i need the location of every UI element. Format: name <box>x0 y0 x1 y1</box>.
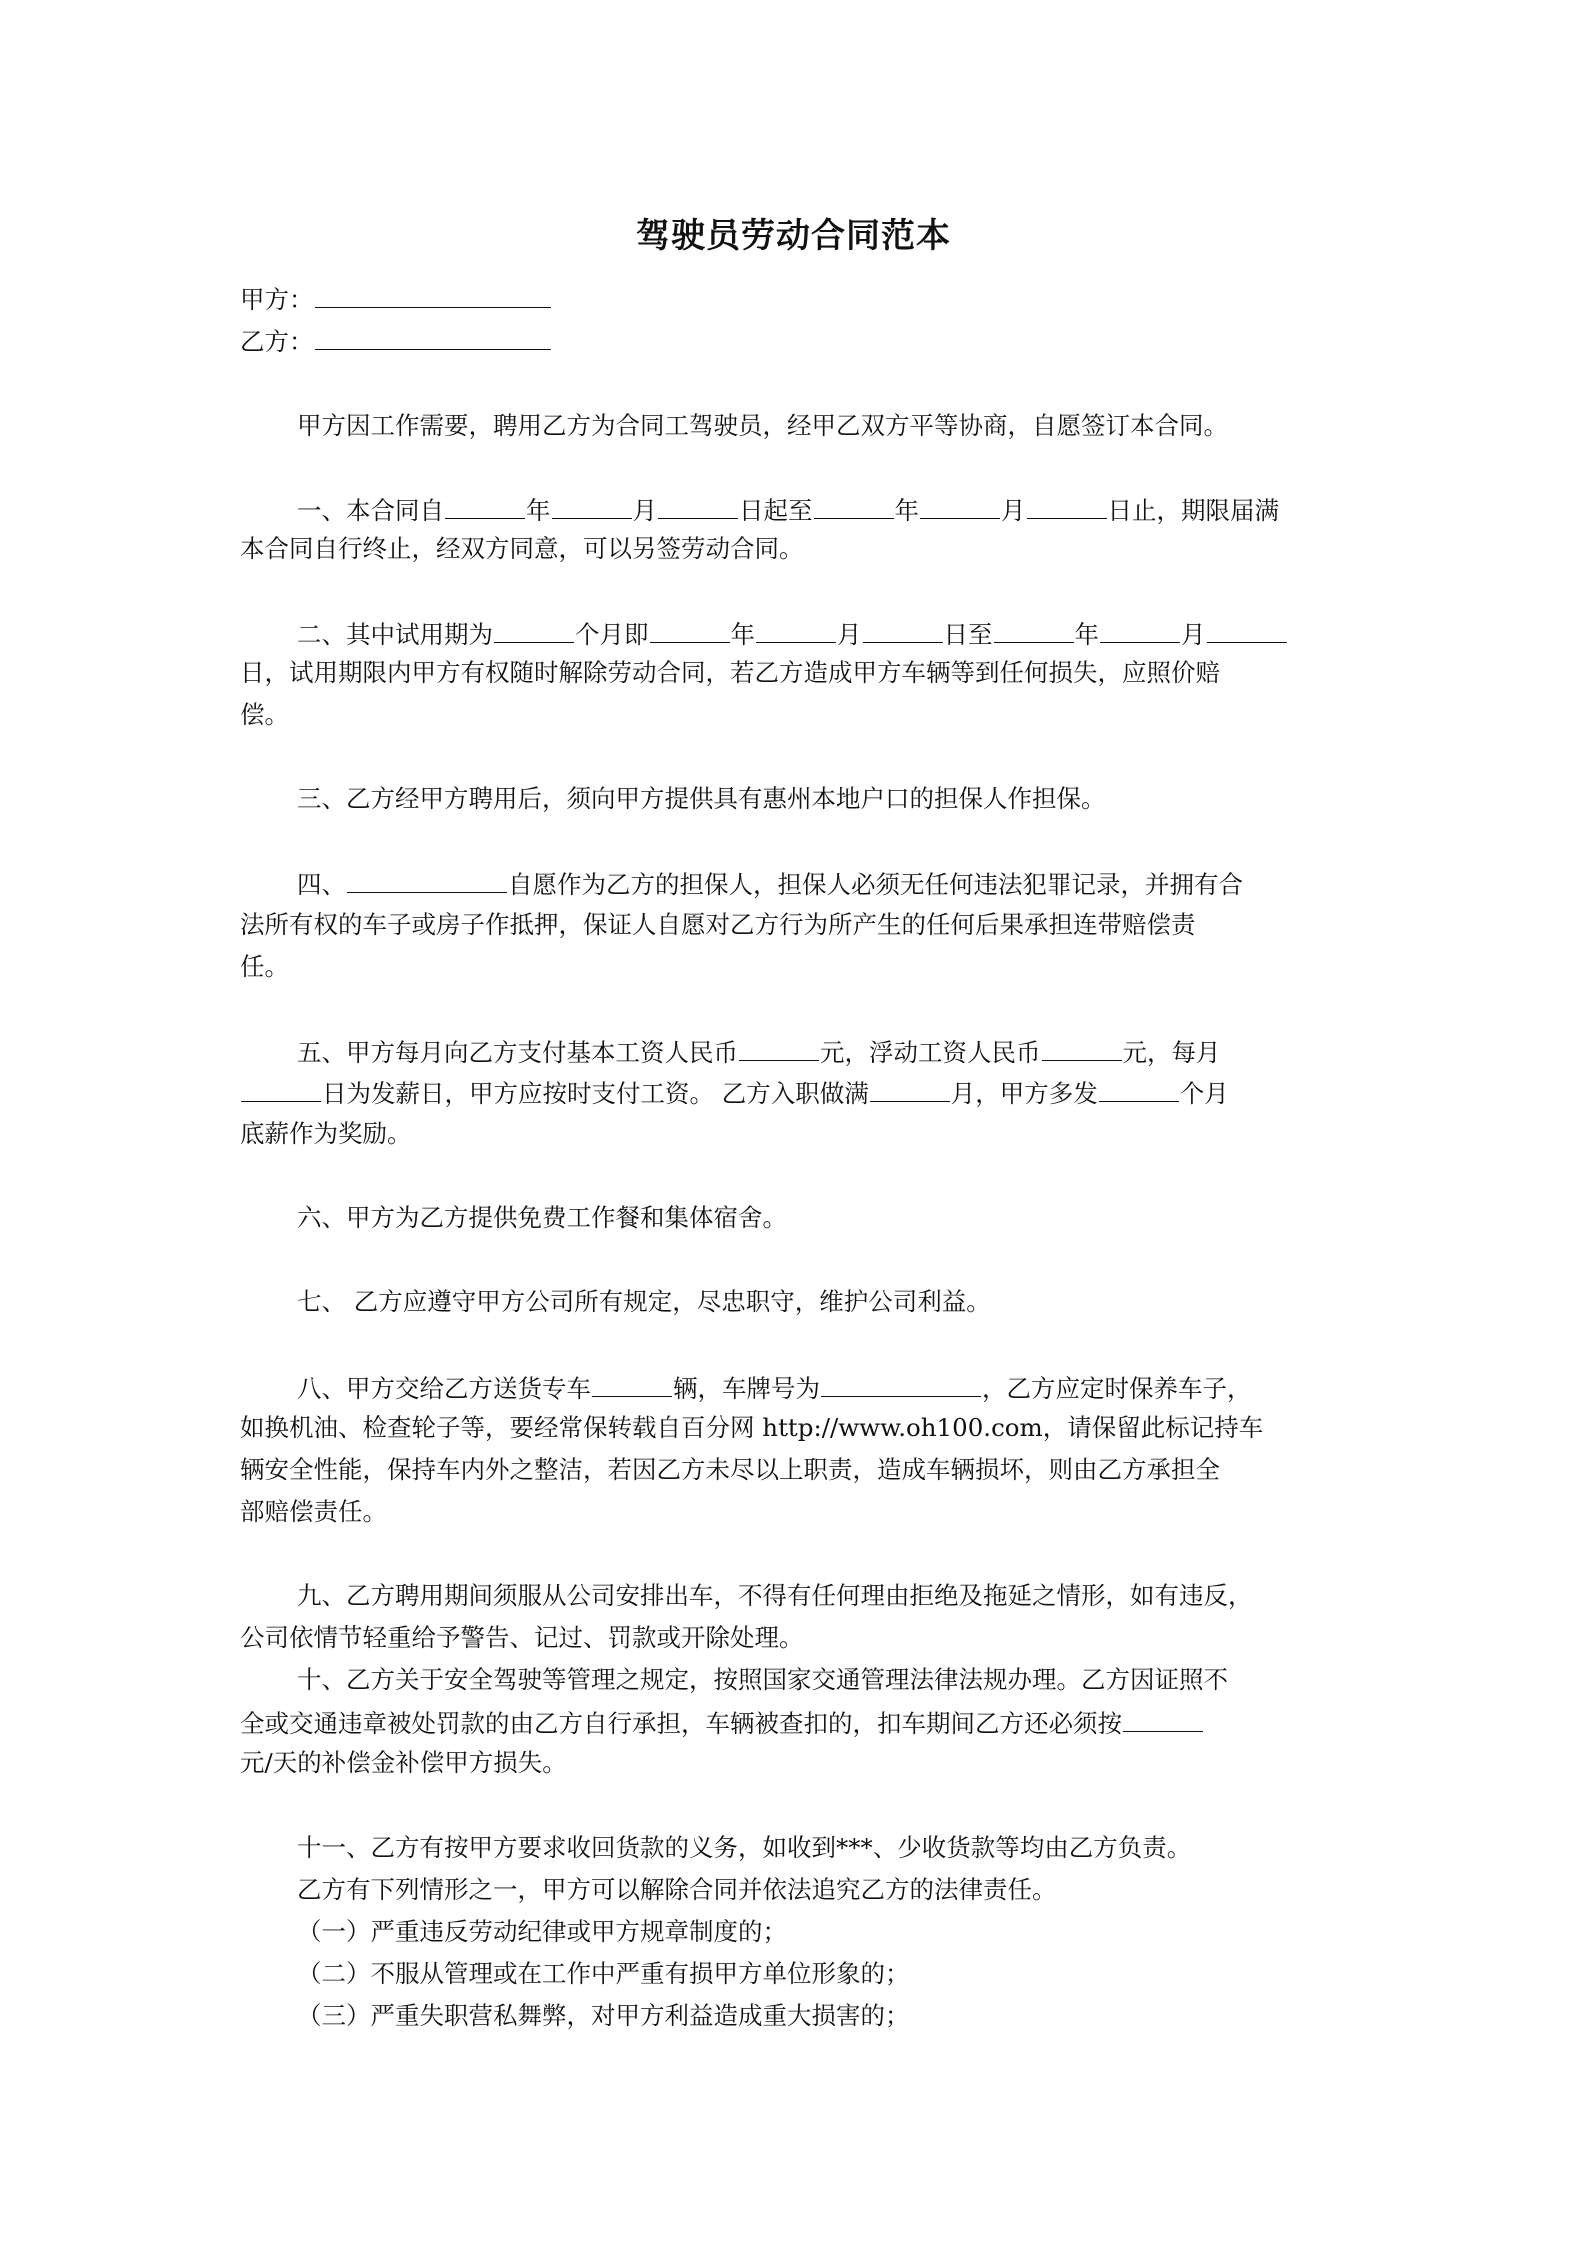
clause-1-line-1 <box>297 494 1279 526</box>
clause-8-line-3: 辆安全性能，保持车内外之整洁，若因乙方未尽以上职责，造成车辆损坏，则由乙方承担全 <box>240 1455 1220 1484</box>
clause-1-text: 日止，期限届满 <box>1107 496 1279 525</box>
blank <box>650 618 730 643</box>
party-b-blank <box>315 325 551 350</box>
clause-8-text: ，乙方应定时保养车子， <box>982 1374 1252 1403</box>
clause-2-line-1 <box>297 618 1288 650</box>
clause-1-text: 月 <box>1001 496 1026 525</box>
clause-2-text: 日至 <box>943 620 993 649</box>
clause-9-line-2: 公司依情节轻重给予警告、记过、罚款或开除处理。 <box>240 1623 804 1652</box>
blank <box>814 494 894 519</box>
clause-5-text: 五、甲方每月向乙方支付基本工资人民币 <box>297 1038 738 1067</box>
termination-item: （一）严重违反劳动纪律或甲方规章制度的； <box>297 1917 787 1946</box>
clause-2-line-2: 日，试用期限内甲方有权随时解除劳动合同，若乙方造成甲方车辆等到任何损失，应照价赔 <box>240 658 1220 687</box>
blank <box>658 494 738 519</box>
party-b-line <box>240 325 552 357</box>
blank <box>863 618 943 643</box>
clause-1-text: 年 <box>526 496 551 525</box>
guarantor-blank <box>347 868 507 893</box>
clause-8-line-1 <box>297 1372 1252 1404</box>
blank <box>1100 618 1180 643</box>
clause-5-text: 个月 <box>1179 1079 1229 1108</box>
termination-intro: 乙方有下列情形之一，甲方可以解除合同并依法追究乙方的法律责任。 <box>297 1875 1057 1904</box>
clause-6: 六、甲方为乙方提供免费工作餐和集体宿舍。 <box>297 1203 787 1232</box>
clause-8-text: 八、甲方交给乙方送货专车 <box>297 1374 591 1403</box>
clause-4-line-3: 任。 <box>240 952 289 981</box>
clause-1-text: 月 <box>632 496 657 525</box>
clause-1-line-2: 本合同自行终止，经双方同意，可以另签劳动合同。 <box>240 534 804 563</box>
clause-2-text: 个月即 <box>575 620 649 649</box>
clause-8-text: 辆，车牌号为 <box>673 1374 820 1403</box>
clause-2-line-3: 偿。 <box>240 700 289 729</box>
blank <box>241 1077 321 1102</box>
clause-10-text: 全或交通违章被处罚款的由乙方自行承担，车辆被查扣的，扣车期间乙方还必须按 <box>240 1709 1122 1738</box>
plate-number-blank <box>821 1372 981 1397</box>
blank <box>1042 1036 1122 1061</box>
clause-2-text: 月 <box>837 620 862 649</box>
clause-1-text: 日起至 <box>739 496 813 525</box>
clause-4-text: 自愿作为乙方的担保人，担保人必须无任何违法犯罪记录，并拥有合 <box>508 870 1243 899</box>
clause-2-text: 年 <box>1074 620 1099 649</box>
clause-5-text: 元，每月 <box>1122 1038 1221 1067</box>
blank <box>552 494 632 519</box>
blank <box>739 1036 819 1061</box>
clause-10-line-1: 十、乙方关于安全驾驶等管理之规定，按照国家交通管理法律法规办理。乙方因证照不 <box>297 1665 1228 1694</box>
blank <box>592 1372 672 1397</box>
clause-5-line-1 <box>297 1036 1221 1068</box>
blank <box>1207 618 1287 643</box>
clause-4-text: 四、 <box>297 870 346 899</box>
blank <box>1123 1707 1203 1732</box>
clause-8-line-4: 部赔偿责任。 <box>240 1497 387 1526</box>
clause-5-text: 元，浮动工资人民币 <box>820 1038 1041 1067</box>
intro-paragraph: 甲方因工作需要，聘用乙方为合同工驾驶员，经甲乙双方平等协商，自愿签订本合同。 <box>297 411 1228 440</box>
clause-10-line-3: 元/天的补偿金补偿甲方损失。 <box>240 1748 567 1777</box>
party-a-blank <box>315 283 551 308</box>
clause-5-line-2 <box>240 1077 1229 1109</box>
party-a-label: 甲方： <box>240 285 314 314</box>
blank <box>1027 494 1107 519</box>
blank <box>870 1077 950 1102</box>
party-b-label: 乙方： <box>240 327 314 356</box>
clause-2-text: 二、其中试用期为 <box>297 620 493 649</box>
clause-2-text: 月 <box>1181 620 1206 649</box>
termination-item: （三）严重失职营私舞弊，对甲方利益造成重大损害的； <box>297 2001 910 2030</box>
clause-1-text: 年 <box>894 496 919 525</box>
termination-item: （二）不服从管理或在工作中严重有损甲方单位形象的； <box>297 1959 910 1988</box>
clause-9-line-1: 九、乙方聘用期间须服从公司安排出车，不得有任何理由拒绝及拖延之情形，如有违反， <box>297 1581 1253 1610</box>
party-a-line <box>240 283 552 315</box>
clause-5-line-3: 底薪作为奖励。 <box>240 1119 412 1148</box>
blank <box>494 618 574 643</box>
blank <box>920 494 1000 519</box>
blank <box>445 494 525 519</box>
clause-5-text: 日为发薪日，甲方应按时支付工资。 乙方入职做满 <box>322 1079 869 1108</box>
blank <box>1099 1077 1179 1102</box>
clause-4-line-2: 法所有权的车子或房子作抵押，保证人自愿对乙方行为所产生的任何后果承担连带赔偿责 <box>240 910 1196 939</box>
clause-1-text: 一、本合同自 <box>297 496 444 525</box>
document-title: 驾驶员劳动合同范本 <box>636 216 951 256</box>
clause-8-line-2: 如换机油、检查轮子等，要经常保转载自百分网 http://www.oh100.com，请保留此标记持车 <box>240 1413 1264 1442</box>
clause-7: 七、 乙方应遵守甲方公司所有规定，尽忠职守，维护公司利益。 <box>297 1287 991 1316</box>
clause-10-line-2 <box>240 1707 1204 1739</box>
clause-3: 三、乙方经甲方聘用后，须向甲方提供具有惠州本地户口的担保人作担保。 <box>297 784 1106 813</box>
blank <box>756 618 836 643</box>
clause-2-text: 年 <box>730 620 755 649</box>
clause-5-text: 月，甲方多发 <box>950 1079 1098 1108</box>
blank <box>994 618 1074 643</box>
clause-11: 十一、乙方有按甲方要求收回货款的义务，如收到***、少收货款等均由乙方负责。 <box>297 1833 1192 1862</box>
clause-4-line-1 <box>297 868 1243 900</box>
